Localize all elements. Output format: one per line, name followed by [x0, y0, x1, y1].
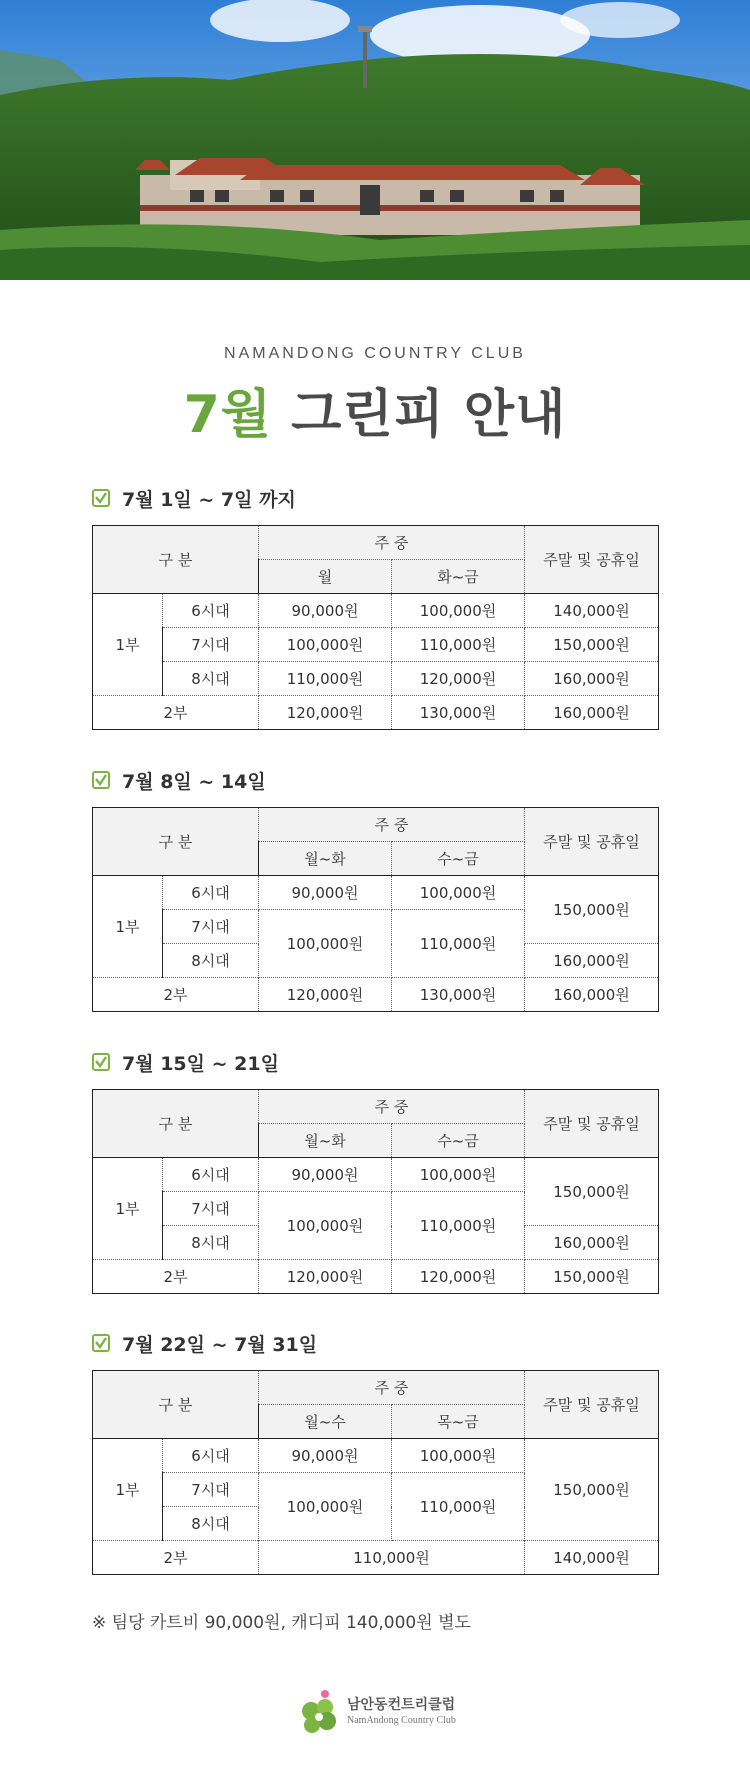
section-header: [92, 765, 658, 795]
fee-cell: 100,000원: [392, 876, 525, 910]
part-1-label: 1부: [93, 594, 163, 696]
part-2-label: 2부: [93, 696, 259, 730]
fee-cell: 110,000원: [392, 1473, 525, 1541]
fee-cell: 90,000원: [259, 876, 392, 910]
fee-cell: 110,000원: [392, 1192, 525, 1260]
fee-cell: 130,000원: [392, 978, 525, 1012]
fee-cell: 150,000원: [525, 1439, 659, 1541]
logo-name-en: NamAndong Country Club: [347, 1715, 456, 1726]
fee-cell: 110,000원: [259, 662, 392, 696]
fee-cell: 100,000원: [392, 1439, 525, 1473]
section-title: 7월 15일 ~ 21일: [122, 1052, 279, 1075]
page-title: [0, 372, 750, 447]
fee-cell: 120,000원: [259, 1260, 392, 1294]
section-header: [92, 1047, 658, 1077]
section-title: 7월 8일 ~ 14일: [122, 770, 266, 793]
weekend-header: 주말 및 공휴일: [525, 1371, 659, 1439]
section-header: [92, 1328, 658, 1358]
day-range-a: 월~수: [259, 1405, 392, 1439]
fee-table: [92, 525, 659, 730]
weekday-header: 주 중: [259, 808, 525, 842]
fee-cell: 100,000원: [259, 628, 392, 662]
time-8: 8시대: [163, 1507, 259, 1541]
fee-section-3: [92, 1047, 658, 1294]
time-6: 6시대: [163, 594, 259, 628]
day-range-a: 월~화: [259, 842, 392, 876]
title-text: 그린피 안내: [291, 385, 567, 445]
fee-cell: 150,000원: [525, 1260, 659, 1294]
category-header: 구 분: [93, 808, 259, 876]
fee-cell: 160,000원: [525, 944, 659, 978]
fee-section-2: [92, 765, 658, 1012]
fee-cell: 140,000원: [525, 594, 659, 628]
check-box-icon: [92, 489, 110, 507]
weekend-header: 주말 및 공휴일: [525, 1090, 659, 1158]
day-range-b: 화~금: [392, 560, 525, 594]
section-title: 7월 1일 ~ 7일 까지: [122, 488, 296, 511]
fee-cell: 120,000원: [259, 696, 392, 730]
title-month: 7월: [183, 385, 273, 445]
hero-photo: [0, 0, 750, 280]
time-7: 7시대: [163, 910, 259, 944]
club-logo: [295, 1682, 465, 1742]
section-header: [92, 483, 658, 513]
day-range-a: 월: [259, 560, 392, 594]
fee-cell: 120,000원: [392, 662, 525, 696]
time-8: 8시대: [163, 1226, 259, 1260]
check-box-icon: [92, 771, 110, 789]
fee-section-1: [92, 483, 658, 730]
fee-cell: 110,000원: [392, 628, 525, 662]
time-7: 7시대: [163, 1192, 259, 1226]
fee-cell: 160,000원: [525, 1226, 659, 1260]
weekday-header: 주 중: [259, 1371, 525, 1405]
fee-cell: 100,000원: [259, 910, 392, 978]
fee-cell: 90,000원: [259, 1158, 392, 1192]
time-6: 6시대: [163, 876, 259, 910]
fee-table: [92, 1370, 659, 1575]
fee-cell: 100,000원: [259, 1192, 392, 1260]
fee-cell: 150,000원: [525, 876, 659, 944]
part-2-label: 2부: [93, 1260, 259, 1294]
section-title: 7월 22일 ~ 7월 31일: [122, 1333, 318, 1356]
check-box-icon: [92, 1053, 110, 1071]
day-range-b: 수~금: [392, 1124, 525, 1158]
extra-fee-note: ※ 팀당 카트비 90,000원, 캐디피 140,000원 별도: [92, 1613, 471, 1633]
part-1-label: 1부: [93, 876, 163, 978]
fee-cell: 100,000원: [259, 1473, 392, 1541]
club-name-en: NAMANDONG COUNTRY CLUB: [224, 345, 526, 362]
fee-cell: 90,000원: [259, 594, 392, 628]
clover-logo-icon: [295, 1687, 341, 1737]
weekend-header: 주말 및 공휴일: [525, 808, 659, 876]
fee-cell: 100,000원: [392, 1158, 525, 1192]
part-2-label: 2부: [93, 1541, 259, 1575]
fee-cell: 110,000원: [259, 1541, 525, 1575]
day-range-b: 수~금: [392, 842, 525, 876]
fee-cell: 100,000원: [392, 594, 525, 628]
part-1-label: 1부: [93, 1439, 163, 1541]
fee-cell: 150,000원: [525, 628, 659, 662]
time-8: 8시대: [163, 944, 259, 978]
time-6: 6시대: [163, 1439, 259, 1473]
fee-cell: 120,000원: [392, 1260, 525, 1294]
category-header: 구 분: [93, 1090, 259, 1158]
fee-cell: 110,000원: [392, 910, 525, 978]
weekday-header: 주 중: [259, 1090, 525, 1124]
day-range-b: 목~금: [392, 1405, 525, 1439]
time-8: 8시대: [163, 662, 259, 696]
check-box-icon: [92, 1334, 110, 1352]
fee-section-4: [92, 1328, 658, 1575]
time-7: 7시대: [163, 1473, 259, 1507]
fee-cell: 90,000원: [259, 1439, 392, 1473]
fee-cell: 130,000원: [392, 696, 525, 730]
part-1-label: 1부: [93, 1158, 163, 1260]
part-2-label: 2부: [93, 978, 259, 1012]
weekday-header: 주 중: [259, 526, 525, 560]
fee-cell: 160,000원: [525, 978, 659, 1012]
fee-cell: 150,000원: [525, 1158, 659, 1226]
fee-cell: 120,000원: [259, 978, 392, 1012]
time-7: 7시대: [163, 628, 259, 662]
fee-table: [92, 1089, 659, 1294]
time-6: 6시대: [163, 1158, 259, 1192]
category-header: 구 분: [93, 1371, 259, 1439]
category-header: 구 분: [93, 526, 259, 594]
day-range-a: 월~화: [259, 1124, 392, 1158]
weekend-header: 주말 및 공휴일: [525, 526, 659, 594]
fee-cell: 140,000원: [525, 1541, 659, 1575]
fee-table: [92, 807, 659, 1012]
fee-cell: 160,000원: [525, 696, 659, 730]
logo-name-ko: 남안동컨트리클럽: [347, 1697, 456, 1713]
fee-cell: 160,000원: [525, 662, 659, 696]
